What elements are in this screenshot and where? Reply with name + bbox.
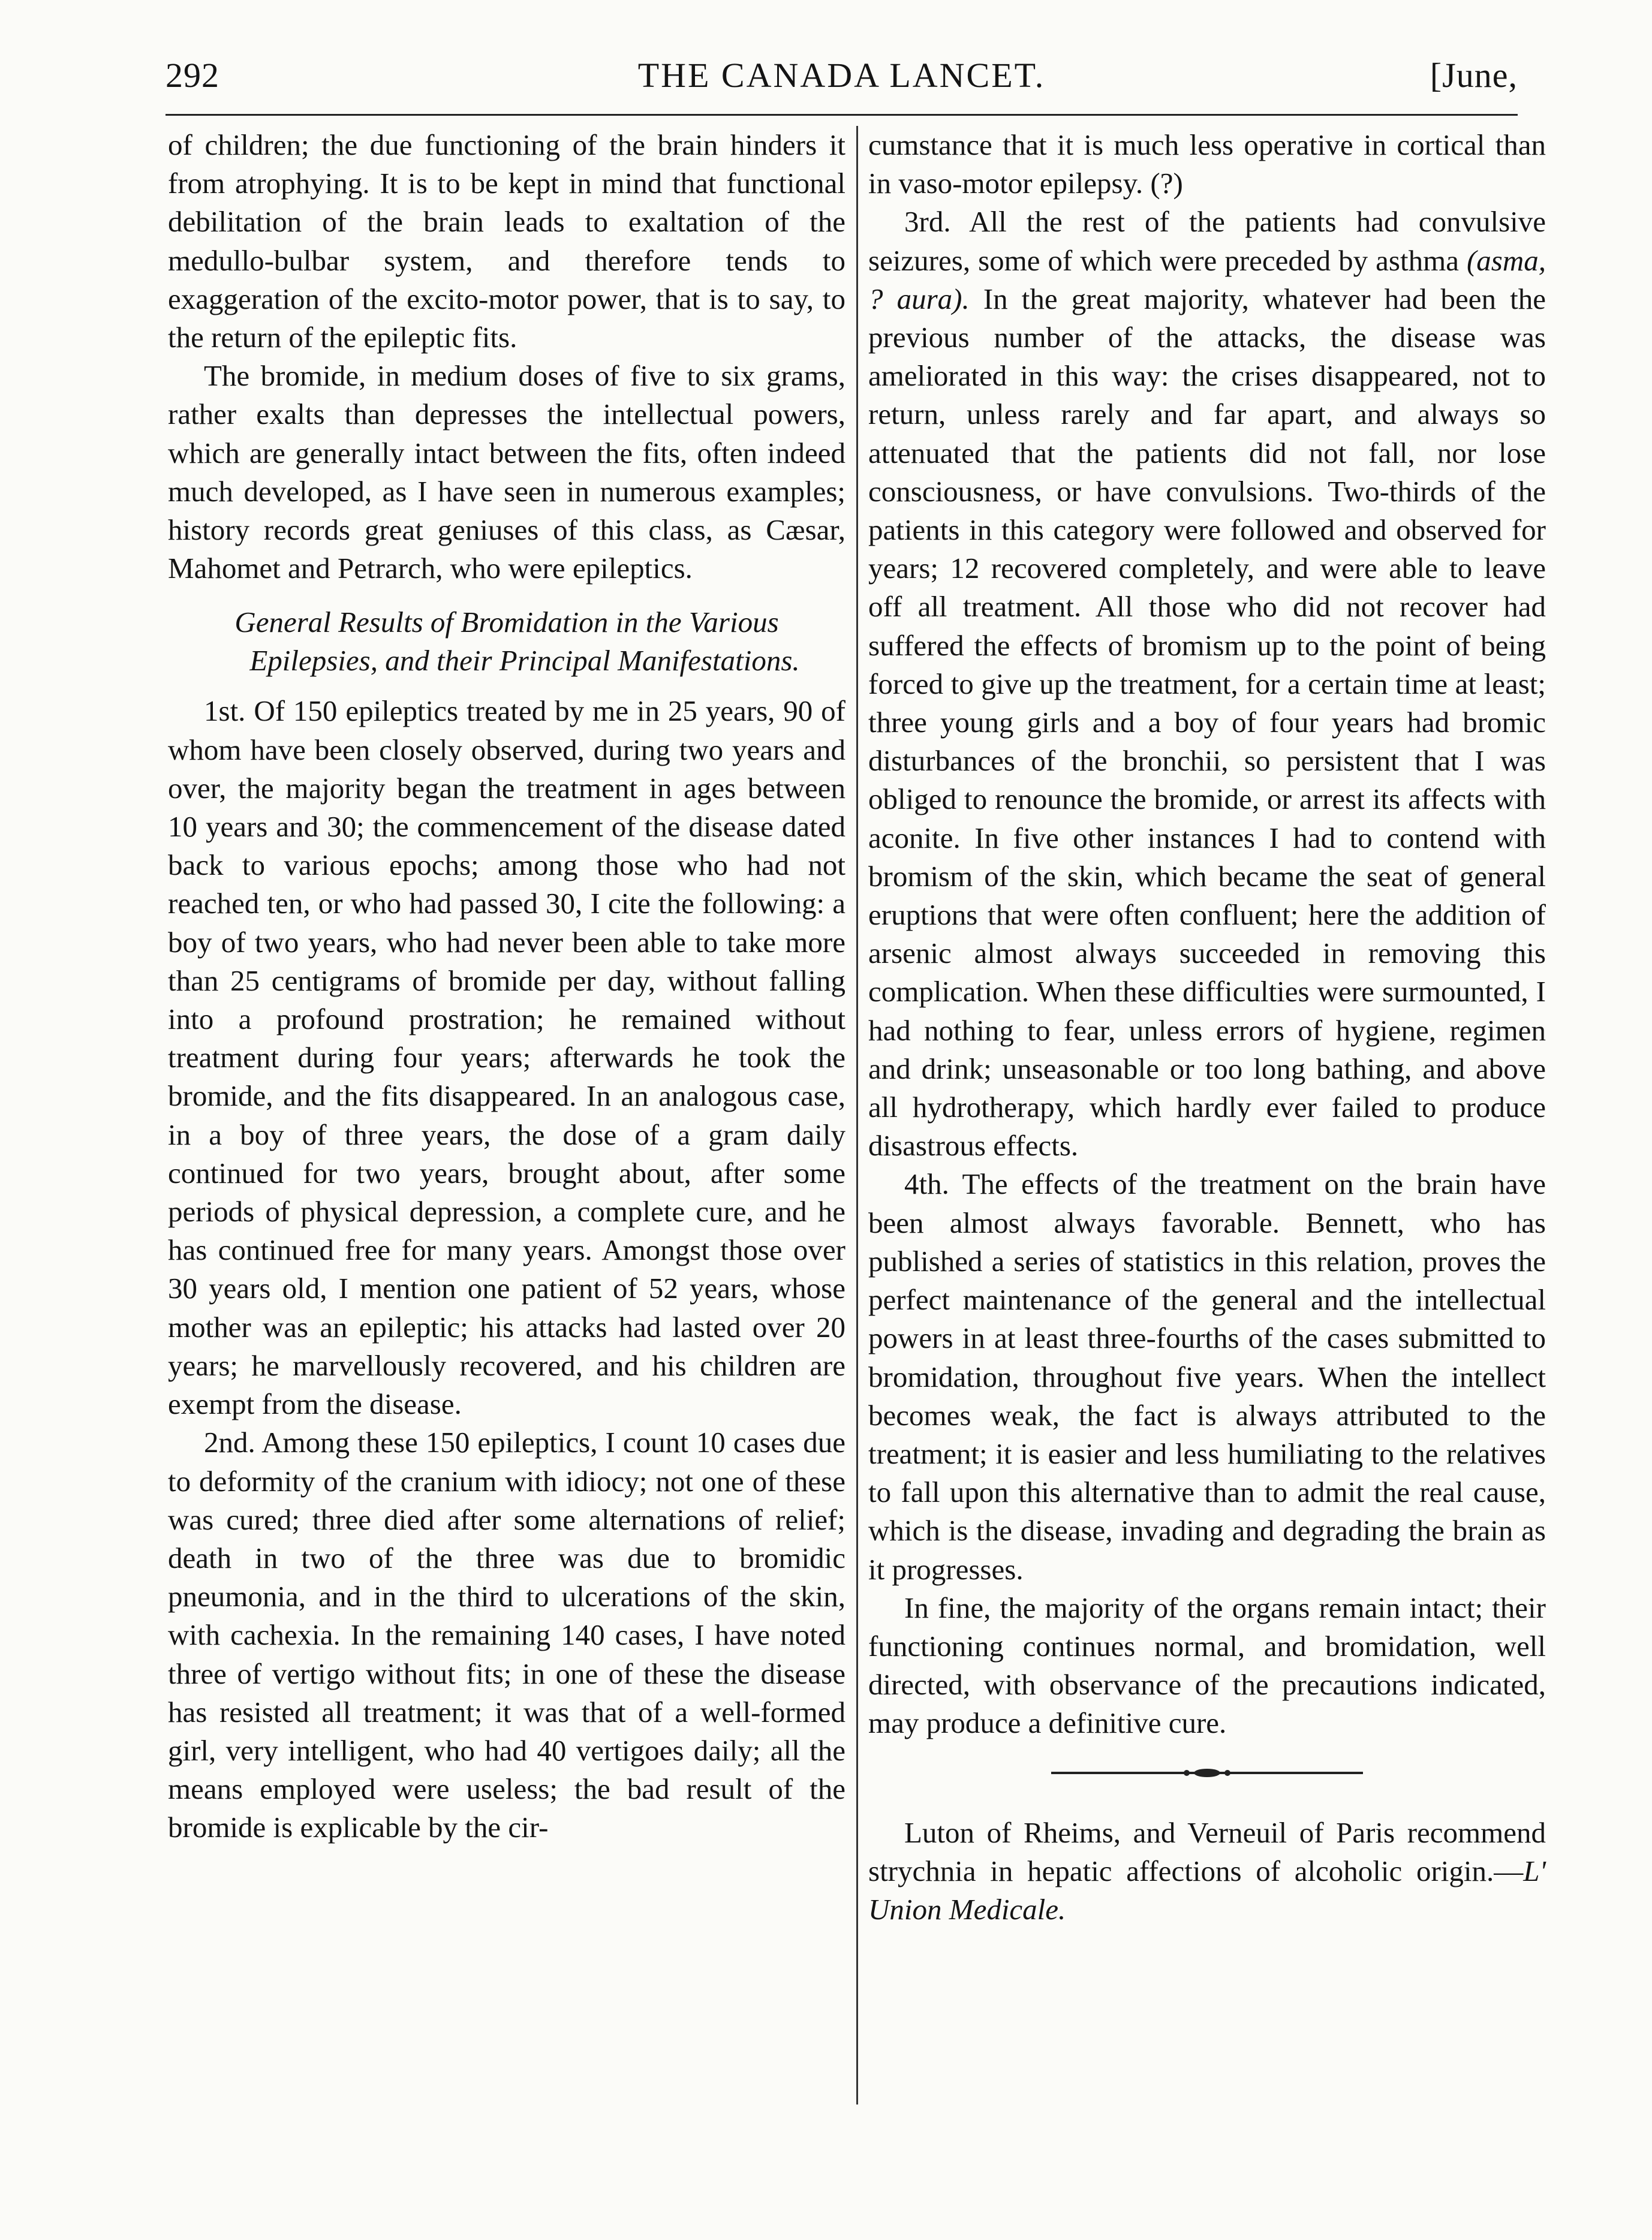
section-heading-line-1: General Results of Bromidation in the Various bbox=[234, 606, 779, 639]
paragraph-conclusion: In fine, the majority of the organs remain intact; their functioning continues normal, and bromidation, well directed, with observance of the precautions indicated, may produce a definitive cure. bbox=[868, 1591, 1546, 1740]
section-heading bbox=[168, 603, 845, 680]
paragraph-fourth-result: 4th. The effects of the treatment on the brain have been almost always favorable. Bennett, who has published a series of statistics in this relation, proves the perfect maintenance of the general and the intellectual powers in at least three-fourths of the cases submitted to bromidation, throughout five years. When the intellect becomes weak, the fact is always attributed to the treatment; it is easier and less humiliating to the relatives to fall upon this alternative than to admit the real cause, which is the disease, invading and degrading the brain as it progresses. bbox=[868, 1167, 1546, 1586]
right-column bbox=[868, 126, 1546, 1929]
page-number: 292 bbox=[165, 56, 219, 95]
paragraph-third-result bbox=[868, 203, 1546, 1165]
column-divider bbox=[856, 126, 858, 2104]
ornament-divider-icon bbox=[1051, 1766, 1363, 1780]
paragraph-bromide-doses: The bromide, in medium doses of five to six grams, rather exalts than depresses the intellectual powers, which are generally intact between the fits, often indeed much developed, as I have seen in numerous examples; history records great geniuses of this class, as Cæsar, Mahomet and Petrarch, who were epileptics. bbox=[168, 359, 845, 585]
paragraph-continuation: of children; the due functioning of the brain hinders it from atrophying. It is to be kept in mind that functional debilitation of the brain leads to exaltation of the medullo-bulbar system, and therefore tends to exaggeration of the excito-motor power, that is to say, to the return of the epileptic fits. bbox=[168, 128, 845, 354]
news-note bbox=[868, 1814, 1546, 1929]
ornamental-rule bbox=[868, 1761, 1546, 1785]
paragraph-second-result: 2nd. Among these 150 epileptics, I count 10 cases due to deformity of the cranium with idiocy; not one of these was cured; three died after some alternations of relief; death in two of the three was due to bromidic pneumonia, and in the third to ulcerations of the skin, with cachexia. In the remaining 140 cases, I have noted three of vertigo without fits; in one of these the disease has resisted all treatment; it was that of a well-formed girl, very intelligent, who had 40 vertigoes daily; all the means employed were useless; the bad result of the bromide is explicable by the cir- bbox=[168, 1426, 845, 1844]
journal-title: THE CANADA LANCET. bbox=[637, 56, 1046, 95]
left-column bbox=[168, 126, 845, 1847]
running-header bbox=[165, 55, 1518, 103]
news-note-source: L' Union Medicale. bbox=[868, 1854, 1546, 1926]
header-rule bbox=[165, 114, 1518, 116]
third-result-text-b: In the great majority, whatever had been the previous number of the attacks, the disease was ameliorated in this way: the crises disappeared, not to return, unless rarely and far apart, and always so attenuated that the patients did not fall, nor lose consciousness, or have convulsions. Two-thirds of the patients in this category were followed and observed for years; 12 recovered completely, and were able to leave off all treatment. All those who did not recover had suffered the effects of bromism up to the point of being forced to give up the treatment, for a certain time at least; three young girls and a boy of four years had bromic disturbances of the bronchii, so persistent that I was obliged to renounce the bromide, or arrest its affects with aconite. In five other instances I had to contend with bromism of the skin, which became the seat of general eruptions that were often confluent; here the addition of arsenic almost always succeeded in removing this complication. When these difficulties were surmounted, I had nothing to fear, unless errors of hygiene, regimen and drink; unseasonable or too long bathing, and above all hydrotherapy, which hardly ever failed to produce disastrous effects. bbox=[868, 282, 1546, 1163]
section-heading-line-2: Epilepsies, and their Principal Manifestations. bbox=[249, 644, 800, 678]
third-result-text-a: 3rd. All the rest of the patients had convulsive seizures, some of which were preceded by asthma bbox=[868, 205, 1546, 277]
news-note-text: Luton of Rheims, and Verneuil of Paris recommend strychnia in hepatic affections of alcoholic origin.— bbox=[868, 1816, 1546, 1887]
third-result-italic: (asma, ? aura). bbox=[868, 243, 1546, 315]
paragraph-first-result: 1st. Of 150 epileptics treated by me in 25 years, 90 of whom have been closely observed, during two years and over, the majority began the treatment in ages between 10 years and 30; the commencement of the disease dated back to various epochs; among those who had not reached ten, or who had passed 30, I cite the following: a boy of two years, who had never been able to take more than 25 centigrams of bromide per day, without falling into a profound prostration; he remained without treatment during four years; afterwards he took the bromide, and the fits disappeared. In an analogous case, in a boy of three years, the dose of a gram daily continued for two years, brought about, after some periods of physical depression, a complete cure, and he has continued free for many years. Amongst those over 30 years old, I mention one patient of 52 years, whose mother was an epileptic; his attacks had lasted over 20 years; he marvellously recovered, and his children are exempt from the disease. bbox=[168, 694, 845, 1421]
issue-month: [June, bbox=[1430, 56, 1518, 95]
paragraph-continuation-right: cumstance that it is much less operative in cortical than in vaso-motor epilepsy. (?) bbox=[868, 128, 1546, 200]
